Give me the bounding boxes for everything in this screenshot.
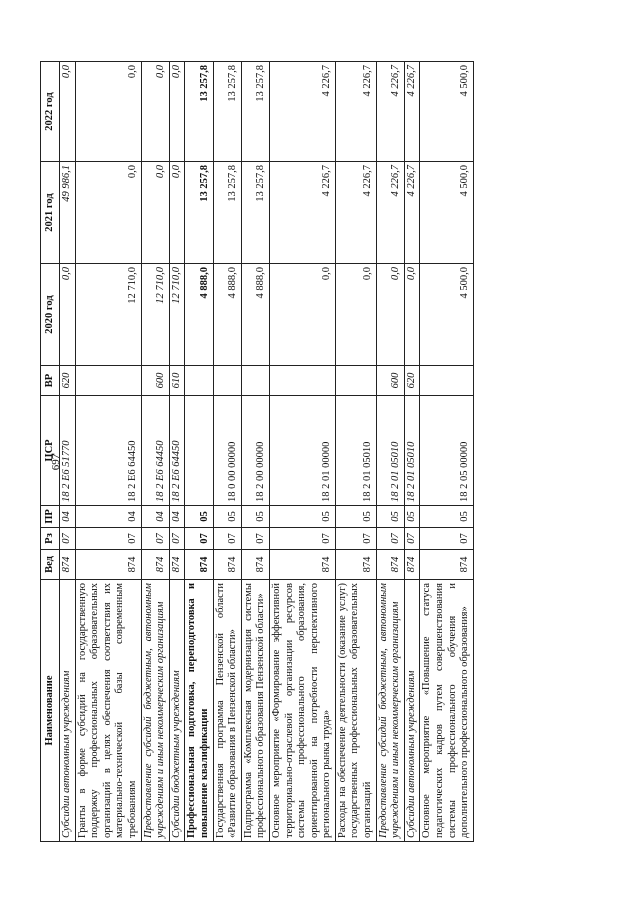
cell-2021: 49 986,1 — [60, 162, 76, 264]
cell-csr: 18 2 01 05010 — [376, 396, 404, 506]
cell-2022: 13 257,8 — [213, 62, 241, 162]
cell-rz: 07 — [241, 528, 269, 550]
table-row — [241, 62, 269, 842]
cell-csr — [185, 396, 213, 506]
table-row — [169, 62, 185, 842]
cell-2021: 13 257,8 — [241, 162, 269, 264]
cell-vr — [75, 366, 141, 396]
cell-2020: 4 888,0 — [185, 264, 213, 366]
table-header-row — [41, 62, 60, 842]
page-number: 697 — [50, 453, 62, 471]
cell-2020: 0,0 — [269, 264, 335, 366]
cell-2022: 0,0 — [75, 62, 141, 162]
cell-2022: 13 257,8 — [241, 62, 269, 162]
cell-name: Государственная программа Пензенской области «Развитие образования в Пензенской области» — [213, 580, 241, 842]
cell-name: Субсидии бюджетным учреждениям — [169, 580, 185, 842]
table-row — [60, 62, 76, 842]
cell-csr: 18 2 01 05010 — [404, 396, 420, 506]
cell-pr: 04 — [60, 506, 76, 528]
cell-rz: 07 — [269, 528, 335, 550]
cell-2020: 12 710,0 — [75, 264, 141, 366]
header-ved: Вед — [41, 550, 60, 580]
cell-ved: 874 — [404, 550, 420, 580]
cell-name: Предоставление субсидий бюджетным, автономным учреждениям и иным некоммерческим организациям — [141, 580, 169, 842]
cell-rz: 07 — [420, 528, 473, 550]
cell-2022: 0,0 — [60, 62, 76, 162]
budget-table — [40, 61, 474, 842]
table-row — [185, 62, 213, 842]
cell-vr: 620 — [60, 366, 76, 396]
header-2020: 2020 год — [41, 264, 60, 366]
cell-vr: 600 — [141, 366, 169, 396]
cell-ved: 874 — [60, 550, 76, 580]
cell-csr: 18 0 00 00000 — [213, 396, 241, 506]
cell-ved: 874 — [420, 550, 473, 580]
cell-csr: 18 2 01 05010 — [335, 396, 376, 506]
cell-pr: 05 — [185, 506, 213, 528]
cell-rz: 07 — [60, 528, 76, 550]
cell-2021: 4 500,0 — [420, 162, 473, 264]
header-2022: 2022 год — [41, 62, 60, 162]
cell-vr — [420, 366, 473, 396]
cell-2021: 4 226,7 — [269, 162, 335, 264]
cell-name: Расходы на обеспечение деятельности (оказание услуг) государственных профессиональных образовательных организаций — [335, 580, 376, 842]
cell-2021: 13 257,8 — [213, 162, 241, 264]
cell-2020: 0,0 — [60, 264, 76, 366]
cell-vr — [335, 366, 376, 396]
cell-ved: 874 — [335, 550, 376, 580]
cell-rz: 07 — [141, 528, 169, 550]
table-row — [75, 62, 141, 842]
cell-csr: 18 2 01 00000 — [269, 396, 335, 506]
cell-csr: 18 2 Е6 64450 — [75, 396, 141, 506]
cell-2022: 4 500,0 — [420, 62, 473, 162]
cell-2020: 12 710,0 — [141, 264, 169, 366]
cell-2022: 4 226,7 — [404, 62, 420, 162]
cell-2021: 4 226,7 — [376, 162, 404, 264]
cell-pr: 05 — [241, 506, 269, 528]
cell-pr: 04 — [169, 506, 185, 528]
cell-2022: 4 226,7 — [335, 62, 376, 162]
cell-name: Основное мероприятие «Формирование эффективной территориально-отраслевой организации ресурсов системы профессионального образования, ориентированной на потребности перспективного регионального рынка труда» — [269, 580, 335, 842]
cell-2022: 13 257,8 — [185, 62, 213, 162]
cell-name: Основное мероприятие «Повышение статуса педагогических кадров путем совершенствования системы профессионального обучения и дополнительного профессионального образования» — [420, 580, 473, 842]
cell-2021: 4 226,7 — [404, 162, 420, 264]
cell-ved: 874 — [376, 550, 404, 580]
cell-name: Гранты в форме субсидий на государственную поддержку профессиональных образовательных организаций в целях обеспечения соответствия их материально-технической базы современным требованиям — [75, 580, 141, 842]
cell-csr: 18 2 00 00000 — [241, 396, 269, 506]
cell-pr: 04 — [75, 506, 141, 528]
table-body — [60, 62, 474, 842]
cell-pr: 05 — [404, 506, 420, 528]
cell-ved: 874 — [213, 550, 241, 580]
cell-name: Профессиональная подготовка, переподготовка и повышение квалификации — [185, 580, 213, 842]
cell-ved: 874 — [75, 550, 141, 580]
cell-pr: 05 — [213, 506, 241, 528]
cell-csr: 18 2 Е6 51770 — [60, 396, 76, 506]
cell-2021: 13 257,8 — [185, 162, 213, 264]
cell-name: Субсидии автономным учреждениям — [60, 580, 76, 842]
cell-2020: 0,0 — [404, 264, 420, 366]
header-name: Наименование — [41, 580, 60, 842]
header-2021: 2021 год — [41, 162, 60, 264]
cell-rz: 07 — [404, 528, 420, 550]
cell-rz: 07 — [335, 528, 376, 550]
cell-2020: 12 710,0 — [169, 264, 185, 366]
cell-name: Подпрограмма «Комплексная модернизация системы профессионального образования Пензенской области» — [241, 580, 269, 842]
header-vr: ВР — [41, 366, 60, 396]
cell-ved: 874 — [169, 550, 185, 580]
cell-pr: 04 — [141, 506, 169, 528]
cell-vr — [213, 366, 241, 396]
table-row — [335, 62, 376, 842]
header-pr: ПР — [41, 506, 60, 528]
rotated-table-container — [40, 62, 600, 842]
cell-rz: 07 — [213, 528, 241, 550]
cell-name: Субсидии автономным учреждениям — [404, 580, 420, 842]
cell-2022: 4 226,7 — [376, 62, 404, 162]
cell-2020: 4 500,0 — [420, 264, 473, 366]
table-row — [213, 62, 241, 842]
cell-2022: 0,0 — [169, 62, 185, 162]
cell-2020: 4 888,0 — [241, 264, 269, 366]
cell-csr: 18 2 05 00000 — [420, 396, 473, 506]
cell-rz: 07 — [169, 528, 185, 550]
cell-ved: 874 — [269, 550, 335, 580]
cell-2020: 4 888,0 — [213, 264, 241, 366]
cell-rz: 07 — [376, 528, 404, 550]
cell-2020: 0,0 — [335, 264, 376, 366]
cell-ved: 874 — [141, 550, 169, 580]
cell-pr: 05 — [269, 506, 335, 528]
table-row — [269, 62, 335, 842]
cell-vr: 610 — [169, 366, 185, 396]
cell-vr — [185, 366, 213, 396]
cell-rz: 07 — [75, 528, 141, 550]
cell-rz: 07 — [185, 528, 213, 550]
cell-vr — [241, 366, 269, 396]
cell-name: Предоставление субсидий бюджетным, автономным учреждениям и иным некоммерческим организациям — [376, 580, 404, 842]
cell-2020: 0,0 — [376, 264, 404, 366]
table-row — [404, 62, 420, 842]
cell-2022: 0,0 — [141, 62, 169, 162]
table-row — [420, 62, 473, 842]
cell-vr: 600 — [376, 366, 404, 396]
cell-vr — [269, 366, 335, 396]
table-row — [376, 62, 404, 842]
cell-pr: 05 — [335, 506, 376, 528]
header-rz: Рз — [41, 528, 60, 550]
cell-ved: 874 — [241, 550, 269, 580]
cell-csr: 18 2 Е6 64450 — [141, 396, 169, 506]
cell-pr: 05 — [420, 506, 473, 528]
cell-2021: 0,0 — [75, 162, 141, 264]
cell-csr: 18 2 Е6 64450 — [169, 396, 185, 506]
cell-2021: 0,0 — [141, 162, 169, 264]
table-row — [141, 62, 169, 842]
cell-2022: 4 226,7 — [269, 62, 335, 162]
cell-ved: 874 — [185, 550, 213, 580]
cell-vr: 620 — [404, 366, 420, 396]
cell-2021: 0,0 — [169, 162, 185, 264]
header-csr: ЦСР — [41, 396, 60, 506]
cell-pr: 05 — [376, 506, 404, 528]
cell-2021: 4 226,7 — [335, 162, 376, 264]
